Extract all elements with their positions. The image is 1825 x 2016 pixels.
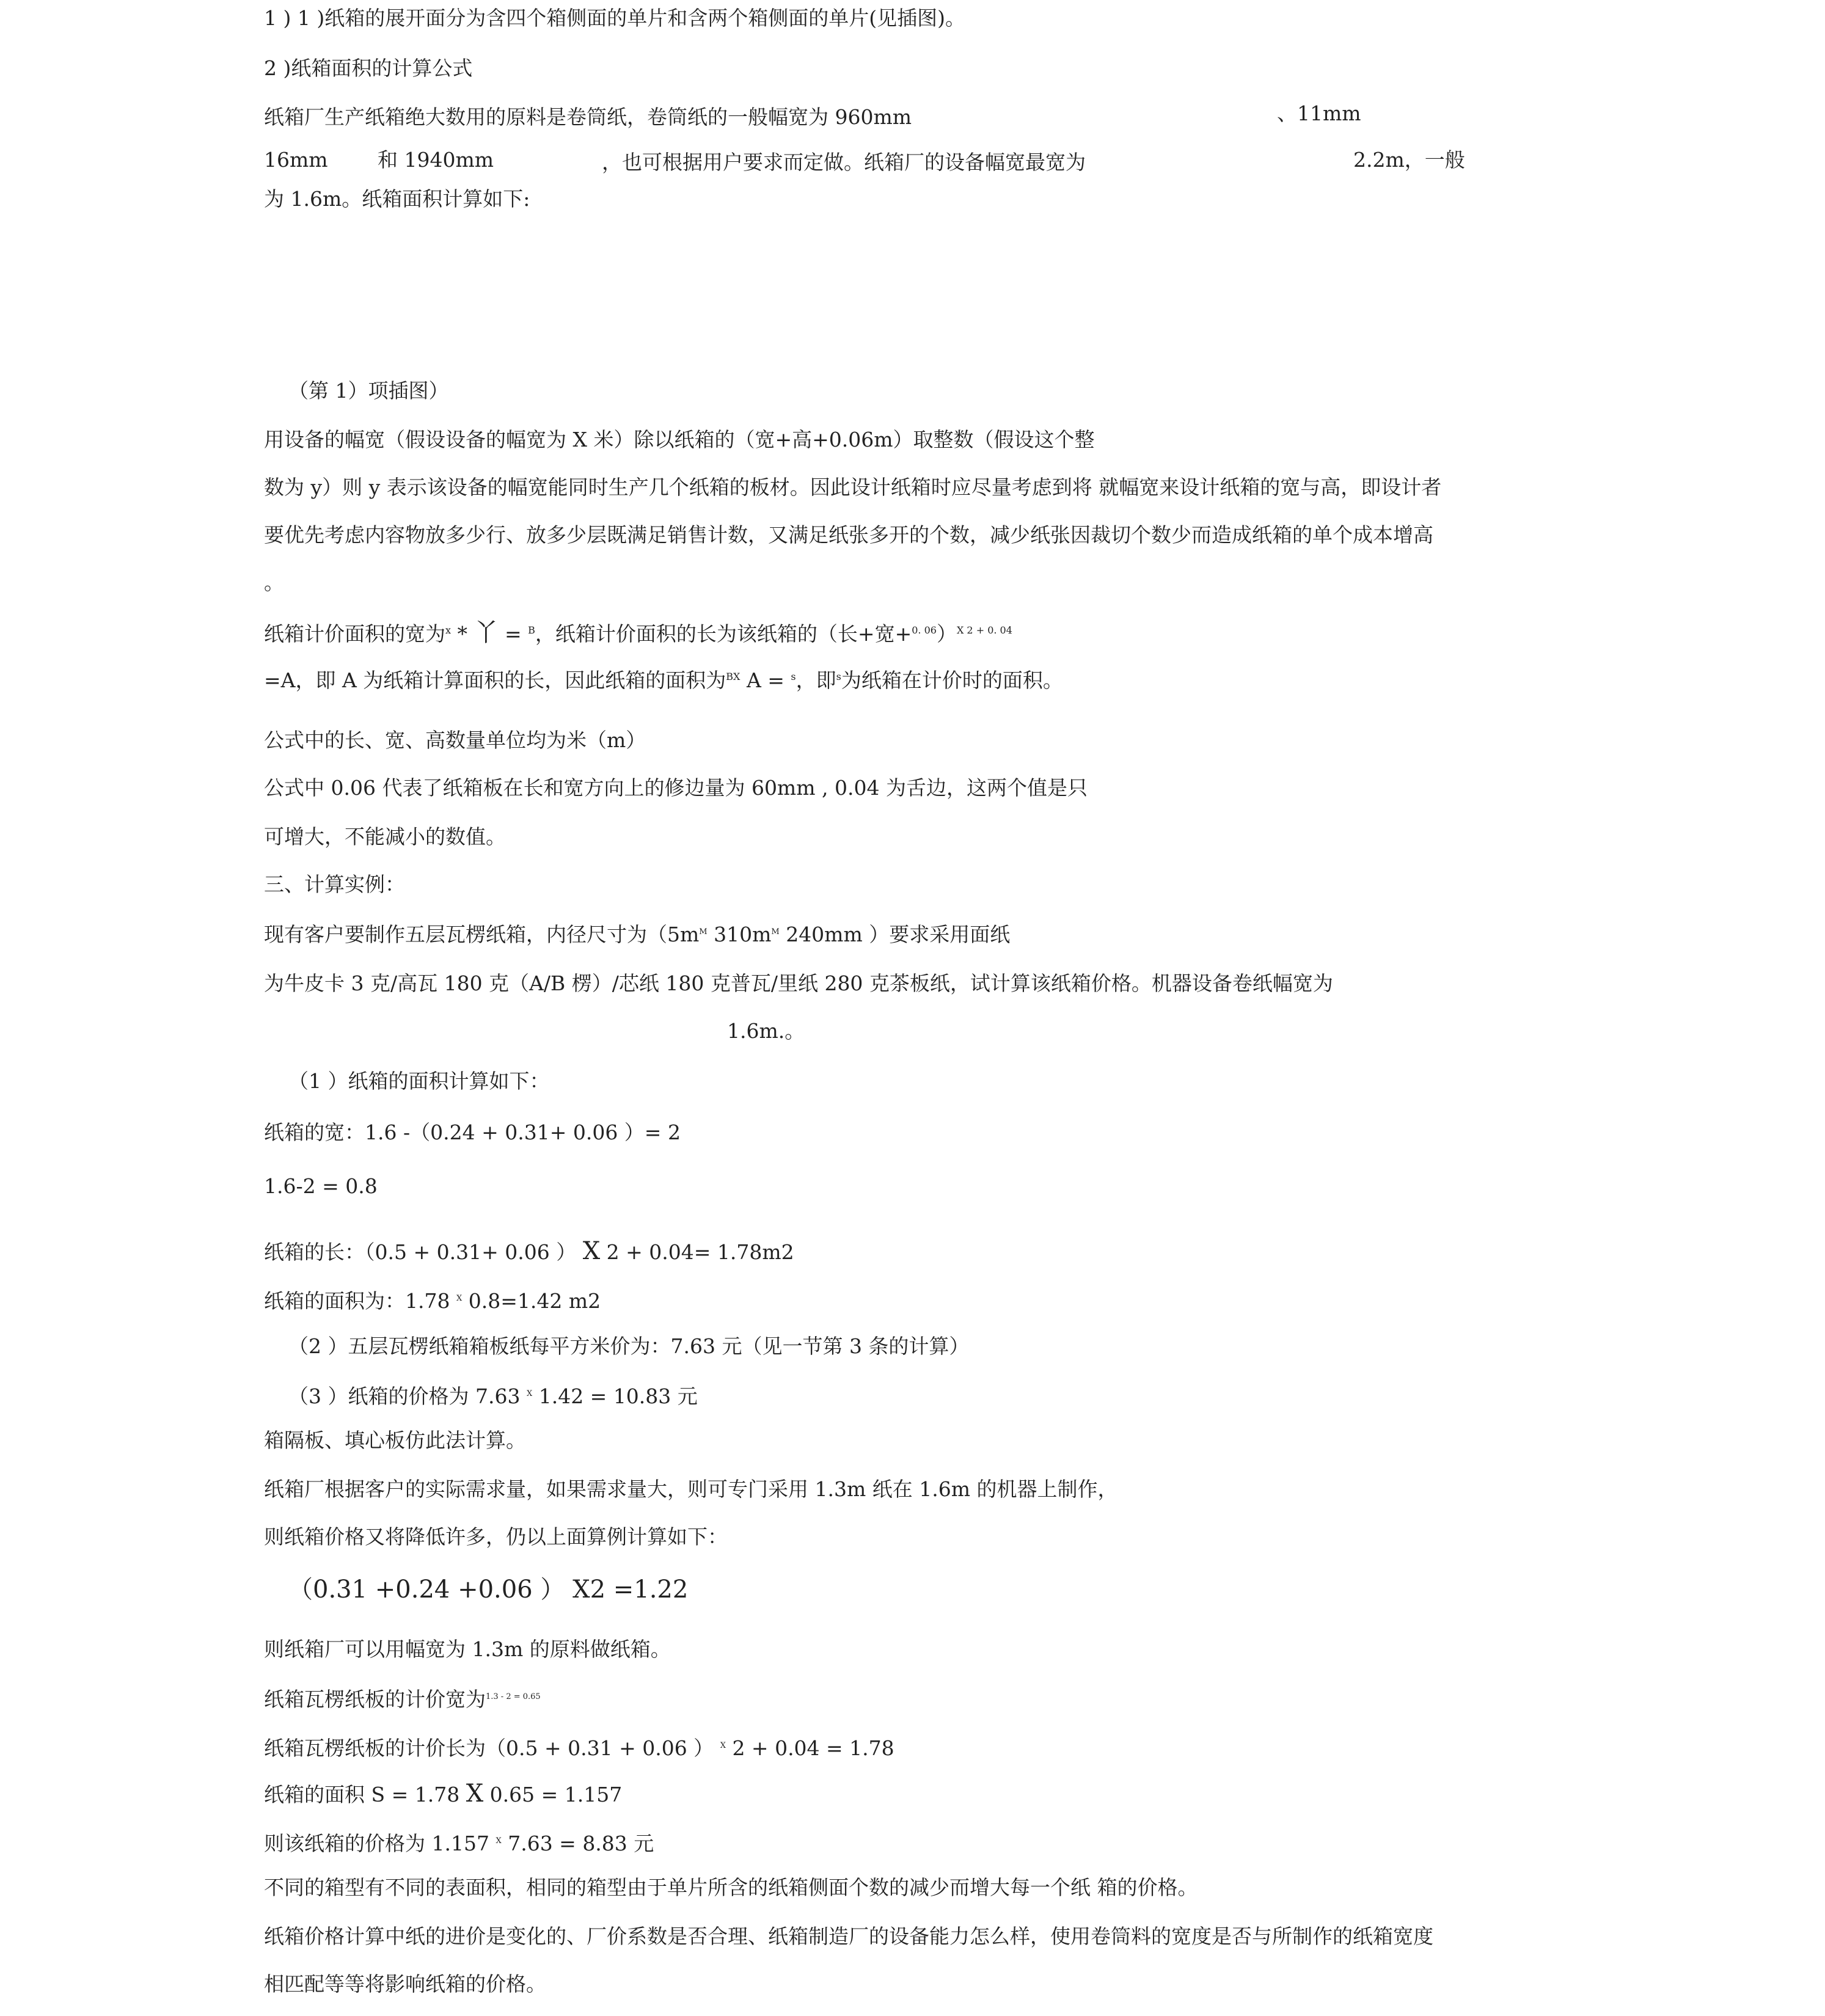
paragraph-3-left: 纸箱厂生产纸箱绝大数用的原料是卷筒纸，卷筒纸的一般幅宽为 960mm <box>264 105 912 129</box>
calc-area-s: 纸箱的面积 S = 1.78 X 0.65 = 1.157 <box>264 1780 623 1808</box>
paragraph-14: 公式中 0.06 代表了纸箱板在长和宽方向上的修边量为 60mm , 0.04 为舌边，这两个值是只 <box>264 776 1088 800</box>
paragraph-3-right: 、11mm <box>1277 101 1361 125</box>
paragraph-28: 纸箱厂根据客户的实际需求量，如果需求量大，则可专门采用 1.3m 纸在 1.6m 的机器上制作， <box>264 1477 1118 1501</box>
paragraph-36: 不同的箱型有不同的表面积，相同的箱型由于单片所含的纸箱侧面个数的减少而增大每一个纸 箱的价格。 <box>264 1875 1198 1899</box>
calc-width-result: 1.6-2 = 0.8 <box>264 1174 378 1198</box>
calc-price-length: 纸箱瓦楞纸板的计价长为（0.5 + 0.31 + 0.06 ） $^X$ 2 + 0.04 = 1.78 <box>264 1736 894 1760</box>
paragraph-4-d: 2.2m，一般 <box>1353 148 1465 172</box>
paragraph-19: 1.6m.。 <box>727 1019 805 1043</box>
paragraph-10: 。 <box>264 571 284 594</box>
calc-width: 纸箱的宽：1.6 -（0.24 + 0.31+ 0.06 ）= 2 <box>264 1120 681 1144</box>
paragraph-27: 箱隔板、填心板仿此法计算。 <box>264 1428 526 1452</box>
paragraph-1: 1 ) 1 )纸箱的展开面分为含四个箱侧面的单片和含两个箱侧面的单片(见插图)。 <box>264 6 965 30</box>
paragraph-8: 数为 y）则 y 表示该设备的幅宽能同时生产几个纸箱的板材。因此设计纸箱时应尽量考虑到将 就幅宽来设计纸箱的宽与高，即设计者 <box>264 475 1442 499</box>
paragraph-17: 现有客户要制作五层瓦楞纸箱，内径尺寸为（$5m^M$ $310m^M$ 240mm ）要求采用面纸 <box>264 922 1011 946</box>
paragraph-31: 则纸箱厂可以用幅宽为 1.3m 的原料做纸箱。 <box>264 1637 671 1661</box>
paragraph-5: 为 1.6m。纸箱面积计算如下: <box>264 187 530 211</box>
paragraph-18: 为牛皮卡 3 克/高瓦 180 克（A/B 楞）/芯纸 180 克普瓦/里纸 280 克茶板纸，试计算该纸箱价格。机器设备卷纸幅宽为 <box>264 971 1333 995</box>
paragraph-4-b: 和 1940mm <box>378 148 494 172</box>
calc-sum: （0.31 +0.24 +0.06 ） X2 =1.22 <box>288 1576 689 1604</box>
paragraph-2: 2 )纸箱面积的计算公式 <box>264 56 473 80</box>
formula-area-line: =A，即 A 为纸箱计算面积的长，因此纸箱的面积为$^{BX}$ A = $^s$，即$^s$为纸箱在计价时的面积。 <box>264 668 1063 692</box>
paragraph-7: 用设备的幅宽（假设设备的幅宽为 X 米）除以纸箱的（宽+高+0.06m）取整数（假设这个整 <box>264 428 1095 451</box>
paragraph-9: 要优先考虑内容物放多少行、放多少层既满足销售计数，又满足纸张多开的个数，减少纸张因裁切个数少而造成纸箱的单个成本增高 <box>264 523 1433 547</box>
paragraph-29: 则纸箱价格又将降低许多，仍以上面算例计算如下： <box>264 1525 728 1549</box>
paragraph-38: 相匹配等等将影响纸箱的价格。 <box>264 1972 546 1996</box>
calc-final-price: 则该纸箱的价格为 1.157 $^X$ 7.63 = 8.83 元 <box>264 1832 654 1855</box>
calc-area: 纸箱的面积为：1.78 $^X$ 0.8=1.42 m2 <box>264 1289 601 1313</box>
paragraph-4-a: 16mm <box>264 148 328 172</box>
step-3: （3 ）纸箱的价格为 7.63 $^X$ 1.42 = 10.83 元 <box>288 1384 698 1408</box>
step-2: （2 ）五层瓦楞纸箱箱板纸每平方米价为：7.63 元（见一节第 3 条的计算） <box>288 1334 970 1358</box>
formula-width-line: 纸箱计价面积的宽为$^x$ * 丫 = $^B$，纸箱计价面积的长为该纸箱的（长+宽+$^{0. 06}$）$^{X 2 + 0. 04}$ <box>264 619 1012 647</box>
paragraph-13: 公式中的长、宽、高数量单位均为米（m） <box>264 728 646 752</box>
step-1-heading: （1 ）纸箱的面积计算如下： <box>288 1069 550 1093</box>
calc-price-width: 纸箱瓦楞纸板的计价宽为$^{1.3 - 2 = 0.65}$ <box>264 1687 541 1711</box>
paragraph-15: 可增大，不能减小的数值。 <box>264 825 506 849</box>
calc-length: 纸箱的长：（0.5 + 0.31+ 0.06 ） X 2 + 0.04= 1.78m2 <box>264 1237 794 1265</box>
paragraph-4-c: ，也可根据用户要求而定做。纸箱厂的设备幅宽最宽为 <box>602 150 1086 174</box>
section-heading: 三、计算实例： <box>264 872 405 896</box>
figure-caption: （第 1）项插图） <box>288 379 449 403</box>
paragraph-37: 纸箱价格计算中纸的进价是变化的、厂价系数是否合理、纸箱制造厂的设备能力怎么样，使用卷筒料的宽度是否与所制作的纸箱宽度 <box>264 1924 1433 1948</box>
